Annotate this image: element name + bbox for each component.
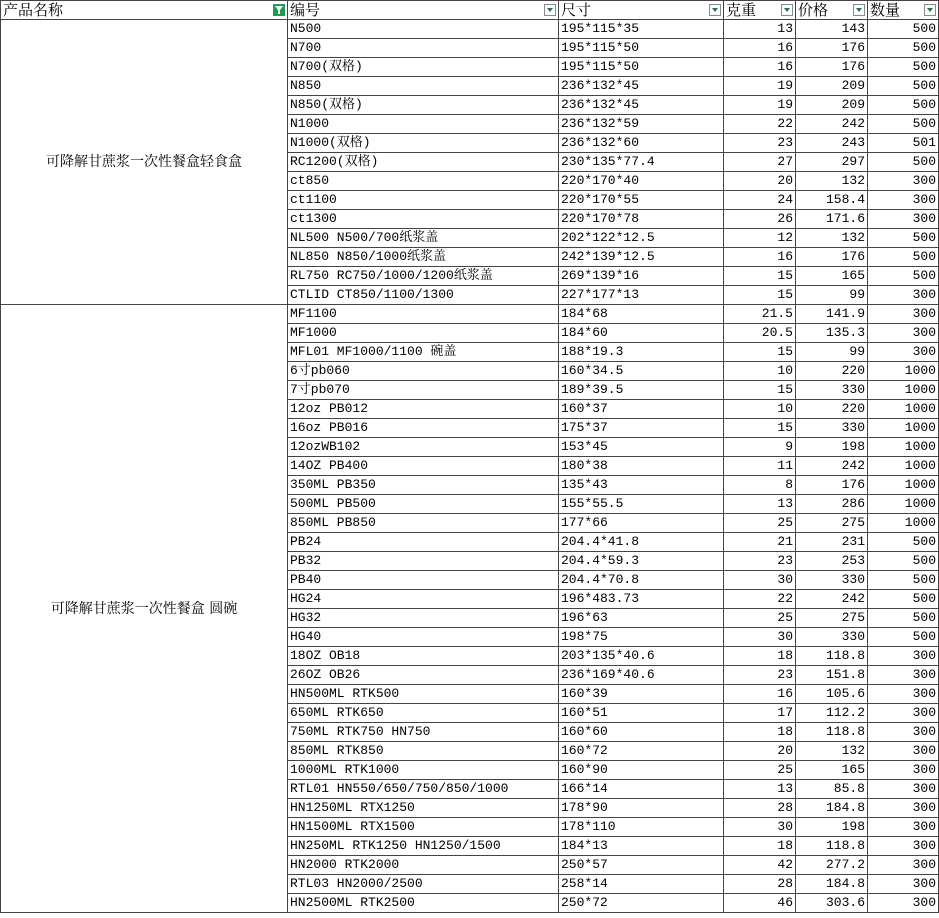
price-cell[interactable]: 105.6 — [796, 685, 868, 704]
price-cell[interactable]: 303.6 — [796, 894, 868, 913]
code-cell[interactable]: ct1300 — [288, 210, 559, 229]
quantity-cell[interactable]: 300 — [868, 761, 939, 780]
quantity-cell[interactable]: 500 — [868, 115, 939, 134]
weight-cell[interactable]: 30 — [724, 571, 796, 590]
code-cell[interactable]: 850ML PB850 — [288, 514, 559, 533]
table-row — [1, 20, 939, 39]
code-cell[interactable]: 6寸pb060 — [288, 362, 559, 381]
weight-cell[interactable]: 11 — [724, 457, 796, 476]
code-cell[interactable]: N1000 — [288, 115, 559, 134]
quantity-cell[interactable]: 300 — [868, 799, 939, 818]
price-cell[interactable]: 243 — [796, 134, 868, 153]
price-cell[interactable]: 242 — [796, 115, 868, 134]
chevron-down-icon — [856, 8, 862, 12]
size-cell[interactable]: 204.4*59.3 — [559, 552, 724, 571]
price-cell[interactable]: 112.2 — [796, 704, 868, 723]
size-cell[interactable]: 178*90 — [559, 799, 724, 818]
size-cell[interactable]: 155*55.5 — [559, 495, 724, 514]
price-cell[interactable]: 118.8 — [796, 723, 868, 742]
code-cell[interactable]: RC1200(双格) — [288, 153, 559, 172]
size-cell[interactable]: 195*115*50 — [559, 39, 724, 58]
size-cell[interactable]: 220*170*40 — [559, 172, 724, 191]
size-cell[interactable]: 184*13 — [559, 837, 724, 856]
size-cell[interactable]: 230*135*77.4 — [559, 153, 724, 172]
code-cell[interactable]: N1000(双格) — [288, 134, 559, 153]
code-cell[interactable]: HG24 — [288, 590, 559, 609]
size-cell[interactable]: 236*132*45 — [559, 96, 724, 115]
weight-cell[interactable]: 16 — [724, 58, 796, 77]
size-cell[interactable]: 160*34.5 — [559, 362, 724, 381]
product-group-cell[interactable]: 可降解甘蔗浆一次性餐盒轻食盒 — [1, 20, 288, 305]
size-cell[interactable]: 220*170*55 — [559, 191, 724, 210]
code-cell[interactable]: HN2000 RTK2000 — [288, 856, 559, 875]
header-label: 克重 — [726, 1, 757, 19]
quantity-cell[interactable]: 300 — [868, 856, 939, 875]
weight-cell[interactable]: 21.5 — [724, 305, 796, 324]
quantity-cell[interactable]: 500 — [868, 39, 939, 58]
quantity-cell[interactable]: 300 — [868, 286, 939, 305]
code-cell[interactable]: PB40 — [288, 571, 559, 590]
header-label: 编号 — [290, 1, 321, 19]
weight-cell[interactable]: 16 — [724, 248, 796, 267]
price-cell[interactable]: 176 — [796, 248, 868, 267]
quantity-cell[interactable]: 300 — [868, 742, 939, 761]
quantity-cell[interactable]: 500 — [868, 153, 939, 172]
price-cell[interactable]: 209 — [796, 77, 868, 96]
size-cell[interactable]: 177*66 — [559, 514, 724, 533]
quantity-cell[interactable]: 300 — [868, 723, 939, 742]
funnel-icon — [275, 6, 283, 14]
code-cell[interactable]: N700(双格) — [288, 58, 559, 77]
price-cell[interactable]: 171.6 — [796, 210, 868, 229]
code-cell[interactable]: 26OZ OB26 — [288, 666, 559, 685]
quantity-cell[interactable]: 300 — [868, 191, 939, 210]
size-cell[interactable]: 189*39.5 — [559, 381, 724, 400]
size-cell[interactable]: 180*38 — [559, 457, 724, 476]
size-cell[interactable]: 236*132*45 — [559, 77, 724, 96]
quantity-cell[interactable]: 300 — [868, 837, 939, 856]
code-cell[interactable]: N700 — [288, 39, 559, 58]
weight-cell[interactable]: 13 — [724, 495, 796, 514]
price-cell[interactable]: 198 — [796, 438, 868, 457]
weight-cell[interactable]: 20.5 — [724, 324, 796, 343]
price-cell[interactable]: 99 — [796, 343, 868, 362]
code-cell[interactable]: HN250ML RTK1250 HN1250/1500 — [288, 837, 559, 856]
quantity-cell[interactable]: 501 — [868, 134, 939, 153]
quantity-cell[interactable]: 500 — [868, 77, 939, 96]
price-cell[interactable]: 330 — [796, 628, 868, 647]
weight-cell[interactable]: 15 — [724, 286, 796, 305]
quantity-cell[interactable]: 300 — [868, 894, 939, 913]
quantity-cell[interactable]: 500 — [868, 248, 939, 267]
size-cell[interactable]: 236*132*59 — [559, 115, 724, 134]
size-cell[interactable]: 227*177*13 — [559, 286, 724, 305]
weight-cell[interactable]: 15 — [724, 343, 796, 362]
price-cell[interactable]: 209 — [796, 96, 868, 115]
size-cell[interactable]: 160*90 — [559, 761, 724, 780]
weight-cell[interactable]: 26 — [724, 210, 796, 229]
weight-cell[interactable]: 25 — [724, 609, 796, 628]
price-cell[interactable]: 297 — [796, 153, 868, 172]
weight-cell[interactable]: 15 — [724, 381, 796, 400]
weight-cell[interactable]: 12 — [724, 229, 796, 248]
code-cell[interactable]: N500 — [288, 20, 559, 39]
col-quantity-header[interactable] — [868, 1, 939, 20]
quantity-cell[interactable]: 500 — [868, 58, 939, 77]
weight-cell[interactable]: 13 — [724, 780, 796, 799]
filter-active-icon[interactable] — [273, 4, 285, 16]
code-cell[interactable]: NL500 N500/700纸浆盖 — [288, 229, 559, 248]
code-cell[interactable]: 750ML RTK750 HN750 — [288, 723, 559, 742]
price-cell[interactable]: 151.8 — [796, 666, 868, 685]
weight-cell[interactable]: 10 — [724, 400, 796, 419]
header-label: 尺寸 — [561, 1, 592, 19]
size-cell[interactable]: 175*37 — [559, 419, 724, 438]
weight-cell[interactable]: 22 — [724, 590, 796, 609]
size-cell[interactable]: 203*135*40.6 — [559, 647, 724, 666]
size-cell[interactable]: 166*14 — [559, 780, 724, 799]
col-product-name-header[interactable] — [1, 1, 288, 20]
price-cell[interactable]: 176 — [796, 58, 868, 77]
weight-cell[interactable]: 19 — [724, 77, 796, 96]
quantity-cell[interactable]: 300 — [868, 210, 939, 229]
quantity-cell[interactable]: 1000 — [868, 362, 939, 381]
code-cell[interactable]: N850(双格) — [288, 96, 559, 115]
price-cell[interactable]: 165 — [796, 761, 868, 780]
code-cell[interactable]: 850ML RTK850 — [288, 742, 559, 761]
code-cell[interactable]: 7寸pb070 — [288, 381, 559, 400]
price-cell[interactable]: 184.8 — [796, 799, 868, 818]
size-cell[interactable]: 204.4*70.8 — [559, 571, 724, 590]
code-cell[interactable]: CTLID CT850/1100/1300 — [288, 286, 559, 305]
code-cell[interactable]: HN1500ML RTX1500 — [288, 818, 559, 837]
size-cell[interactable]: 160*39 — [559, 685, 724, 704]
price-cell[interactable]: 165 — [796, 267, 868, 286]
filter-dropdown-icon[interactable] — [709, 4, 721, 16]
weight-cell[interactable]: 18 — [724, 723, 796, 742]
quantity-cell[interactable]: 500 — [868, 533, 939, 552]
weight-cell[interactable]: 9 — [724, 438, 796, 457]
code-cell[interactable]: PB32 — [288, 552, 559, 571]
code-cell[interactable]: 500ML PB500 — [288, 495, 559, 514]
quantity-cell[interactable]: 500 — [868, 229, 939, 248]
price-cell[interactable]: 220 — [796, 400, 868, 419]
price-cell[interactable]: 253 — [796, 552, 868, 571]
code-cell[interactable]: 350ML PB350 — [288, 476, 559, 495]
weight-cell[interactable]: 27 — [724, 153, 796, 172]
weight-cell[interactable]: 25 — [724, 761, 796, 780]
price-cell[interactable]: 85.8 — [796, 780, 868, 799]
price-cell[interactable]: 242 — [796, 590, 868, 609]
price-cell[interactable]: 132 — [796, 172, 868, 191]
size-cell[interactable]: 195*115*35 — [559, 20, 724, 39]
size-cell[interactable]: 184*60 — [559, 324, 724, 343]
col-size-header[interactable] — [559, 1, 724, 20]
price-cell[interactable]: 184.8 — [796, 875, 868, 894]
weight-cell[interactable]: 20 — [724, 742, 796, 761]
size-cell[interactable]: 160*60 — [559, 723, 724, 742]
price-cell[interactable]: 118.8 — [796, 647, 868, 666]
quantity-cell[interactable]: 1000 — [868, 400, 939, 419]
price-cell[interactable]: 275 — [796, 514, 868, 533]
price-cell[interactable]: 118.8 — [796, 837, 868, 856]
code-cell[interactable]: 14OZ PB400 — [288, 457, 559, 476]
quantity-cell[interactable]: 300 — [868, 647, 939, 666]
size-cell[interactable]: 236*169*40.6 — [559, 666, 724, 685]
quantity-cell[interactable]: 300 — [868, 324, 939, 343]
price-cell[interactable]: 277.2 — [796, 856, 868, 875]
code-cell[interactable]: ct850 — [288, 172, 559, 191]
code-cell[interactable]: HN500ML RTK500 — [288, 685, 559, 704]
price-cell[interactable]: 176 — [796, 39, 868, 58]
quantity-cell[interactable]: 1000 — [868, 381, 939, 400]
size-cell[interactable]: 220*170*78 — [559, 210, 724, 229]
quantity-cell[interactable]: 1000 — [868, 457, 939, 476]
header-row — [1, 1, 939, 20]
code-cell[interactable]: RTL01 HN550/650/750/850/1000 — [288, 780, 559, 799]
size-cell[interactable]: 160*51 — [559, 704, 724, 723]
size-cell[interactable]: 184*68 — [559, 305, 724, 324]
size-cell[interactable]: 258*14 — [559, 875, 724, 894]
code-cell[interactable]: 650ML RTK650 — [288, 704, 559, 723]
weight-cell[interactable]: 20 — [724, 172, 796, 191]
weight-cell[interactable]: 28 — [724, 799, 796, 818]
weight-cell[interactable]: 19 — [724, 96, 796, 115]
chevron-down-icon — [784, 8, 790, 12]
code-cell[interactable]: 12ozWB102 — [288, 438, 559, 457]
weight-cell[interactable]: 18 — [724, 647, 796, 666]
code-cell[interactable]: PB24 — [288, 533, 559, 552]
quantity-cell[interactable]: 300 — [868, 704, 939, 723]
filter-dropdown-icon[interactable] — [853, 4, 865, 16]
quantity-cell[interactable]: 1000 — [868, 476, 939, 495]
size-cell[interactable]: 153*45 — [559, 438, 724, 457]
code-cell[interactable]: MFL01 MF1000/1100 碗盖 — [288, 343, 559, 362]
code-cell[interactable]: 1000ML RTK1000 — [288, 761, 559, 780]
weight-cell[interactable]: 10 — [724, 362, 796, 381]
price-cell[interactable]: 330 — [796, 571, 868, 590]
table-row — [1, 305, 939, 324]
price-cell[interactable]: 176 — [796, 476, 868, 495]
code-cell[interactable]: 18OZ OB18 — [288, 647, 559, 666]
weight-cell[interactable]: 15 — [724, 267, 796, 286]
code-cell[interactable]: MF1100 — [288, 305, 559, 324]
size-cell[interactable]: 242*139*12.5 — [559, 248, 724, 267]
col-weight-header[interactable] — [724, 1, 796, 20]
chevron-down-icon — [927, 8, 933, 12]
price-cell[interactable]: 286 — [796, 495, 868, 514]
filter-dropdown-icon[interactable] — [544, 4, 556, 16]
size-cell[interactable]: 188*19.3 — [559, 343, 724, 362]
weight-cell[interactable]: 46 — [724, 894, 796, 913]
quantity-cell[interactable]: 1000 — [868, 438, 939, 457]
weight-cell[interactable]: 23 — [724, 552, 796, 571]
code-cell[interactable]: HN1250ML RTX1250 — [288, 799, 559, 818]
weight-cell[interactable]: 15 — [724, 419, 796, 438]
weight-cell[interactable]: 23 — [724, 666, 796, 685]
size-cell[interactable]: 178*110 — [559, 818, 724, 837]
weight-cell[interactable]: 30 — [724, 628, 796, 647]
quantity-cell[interactable]: 300 — [868, 343, 939, 362]
weight-cell[interactable]: 25 — [724, 514, 796, 533]
weight-cell[interactable]: 13 — [724, 20, 796, 39]
code-cell[interactable]: MF1000 — [288, 324, 559, 343]
quantity-cell[interactable]: 300 — [868, 875, 939, 894]
weight-cell[interactable]: 17 — [724, 704, 796, 723]
price-cell[interactable]: 242 — [796, 457, 868, 476]
price-cell[interactable]: 132 — [796, 229, 868, 248]
code-cell[interactable]: 12oz PB012 — [288, 400, 559, 419]
code-cell[interactable]: RTL03 HN2000/2500 — [288, 875, 559, 894]
weight-cell[interactable]: 22 — [724, 115, 796, 134]
size-cell[interactable]: 250*57 — [559, 856, 724, 875]
quantity-cell[interactable]: 500 — [868, 571, 939, 590]
code-cell[interactable]: HG32 — [288, 609, 559, 628]
size-cell[interactable]: 202*122*12.5 — [559, 229, 724, 248]
quantity-cell[interactable]: 500 — [868, 590, 939, 609]
quantity-cell[interactable]: 300 — [868, 172, 939, 191]
weight-cell[interactable]: 18 — [724, 837, 796, 856]
weight-cell[interactable]: 24 — [724, 191, 796, 210]
size-cell[interactable]: 236*132*60 — [559, 134, 724, 153]
quantity-cell[interactable]: 1000 — [868, 514, 939, 533]
price-cell[interactable]: 330 — [796, 381, 868, 400]
price-cell[interactable]: 330 — [796, 419, 868, 438]
quantity-cell[interactable]: 300 — [868, 685, 939, 704]
filter-dropdown-icon[interactable] — [781, 4, 793, 16]
quantity-cell[interactable]: 500 — [868, 628, 939, 647]
quantity-cell[interactable]: 500 — [868, 20, 939, 39]
col-code-header[interactable] — [288, 1, 559, 20]
price-cell[interactable]: 220 — [796, 362, 868, 381]
price-cell[interactable]: 231 — [796, 533, 868, 552]
quantity-cell[interactable]: 1000 — [868, 419, 939, 438]
weight-cell[interactable]: 30 — [724, 818, 796, 837]
size-cell[interactable]: 160*37 — [559, 400, 724, 419]
quantity-cell[interactable]: 500 — [868, 267, 939, 286]
size-cell[interactable]: 195*115*50 — [559, 58, 724, 77]
weight-cell[interactable]: 21 — [724, 533, 796, 552]
price-cell[interactable]: 143 — [796, 20, 868, 39]
price-cell[interactable]: 158.4 — [796, 191, 868, 210]
size-cell[interactable]: 269*139*16 — [559, 267, 724, 286]
header-label: 产品名称 — [3, 1, 64, 19]
size-cell[interactable]: 196*483.73 — [559, 590, 724, 609]
price-cell[interactable]: 275 — [796, 609, 868, 628]
size-cell[interactable]: 196*63 — [559, 609, 724, 628]
quantity-cell[interactable]: 500 — [868, 96, 939, 115]
price-cell[interactable]: 135.3 — [796, 324, 868, 343]
code-cell[interactable]: 16oz PB016 — [288, 419, 559, 438]
size-cell[interactable]: 198*75 — [559, 628, 724, 647]
size-cell[interactable]: 160*72 — [559, 742, 724, 761]
col-price-header[interactable] — [796, 1, 868, 20]
price-cell[interactable]: 132 — [796, 742, 868, 761]
price-cell[interactable]: 99 — [796, 286, 868, 305]
chevron-down-icon — [712, 8, 718, 12]
chevron-down-icon — [547, 8, 553, 12]
weight-cell[interactable]: 23 — [724, 134, 796, 153]
code-cell[interactable]: HN2500ML RTK2500 — [288, 894, 559, 913]
quantity-cell[interactable]: 300 — [868, 780, 939, 799]
header-label: 价格 — [798, 1, 829, 19]
weight-cell[interactable]: 28 — [724, 875, 796, 894]
code-cell[interactable]: HG40 — [288, 628, 559, 647]
filter-dropdown-icon[interactable] — [924, 4, 936, 16]
sheet-body — [1, 20, 939, 913]
quantity-cell[interactable]: 500 — [868, 609, 939, 628]
price-cell[interactable]: 198 — [796, 818, 868, 837]
weight-cell[interactable]: 16 — [724, 39, 796, 58]
code-cell[interactable]: NL850 N850/1000纸浆盖 — [288, 248, 559, 267]
quantity-cell[interactable]: 500 — [868, 552, 939, 571]
quantity-cell[interactable]: 1000 — [868, 495, 939, 514]
code-cell[interactable]: N850 — [288, 77, 559, 96]
weight-cell[interactable]: 42 — [724, 856, 796, 875]
code-cell[interactable]: RL750 RC750/1000/1200纸浆盖 — [288, 267, 559, 286]
code-cell[interactable]: ct1100 — [288, 191, 559, 210]
size-cell[interactable]: 204.4*41.8 — [559, 533, 724, 552]
weight-cell[interactable]: 8 — [724, 476, 796, 495]
product-group-cell[interactable]: 可降解甘蔗浆一次性餐盒 圆碗 — [1, 305, 288, 913]
header-label: 数量 — [870, 1, 901, 19]
quantity-cell[interactable]: 300 — [868, 818, 939, 837]
price-cell[interactable]: 141.9 — [796, 305, 868, 324]
size-cell[interactable]: 250*72 — [559, 894, 724, 913]
size-cell[interactable]: 135*43 — [559, 476, 724, 495]
quantity-cell[interactable]: 300 — [868, 666, 939, 685]
weight-cell[interactable]: 16 — [724, 685, 796, 704]
quantity-cell[interactable]: 300 — [868, 305, 939, 324]
